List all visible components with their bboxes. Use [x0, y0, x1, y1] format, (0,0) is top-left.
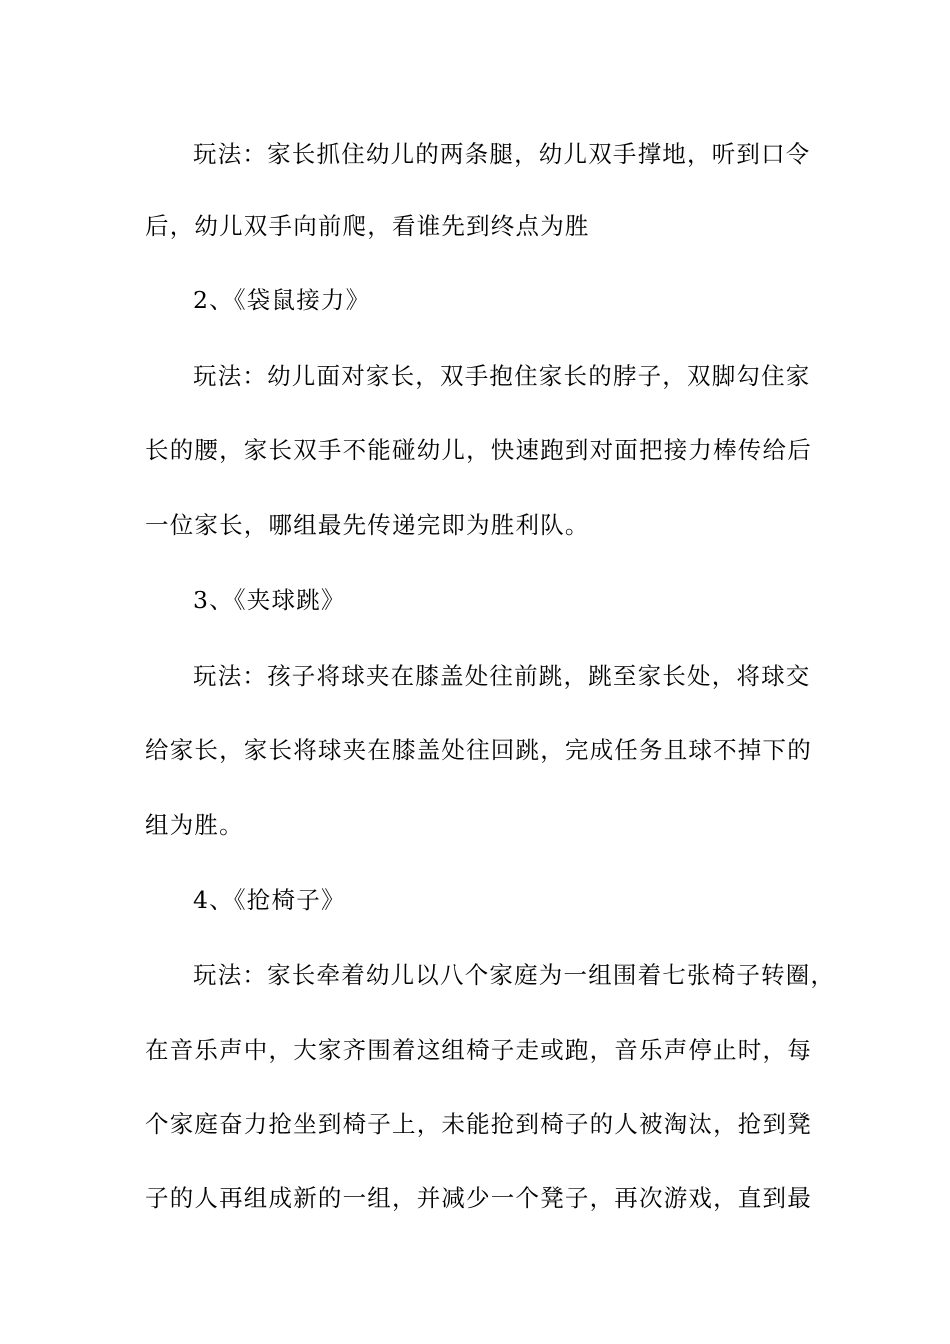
section-heading: 3、《夹球跳》	[193, 586, 346, 614]
paragraph-line: 个家庭奋力抢坐到椅子上，未能抢到椅子的人被淘汰，抢到凳	[145, 1110, 812, 1138]
paragraph-line: 玩法：孩子将球夹在膝盖处往前跳，跳至家长处，将球交	[193, 662, 811, 690]
paragraph-line: 一位家长，哪组最先传递完即为胜利队。	[145, 511, 590, 539]
paragraph-line: 长的腰，家长双手不能碰幼儿，快速跑到对面把接力棒传给后	[145, 436, 812, 464]
paragraph-line: 在音乐声中，大家齐围着这组椅子走或跑，音乐声停止时，每	[145, 1036, 812, 1064]
paragraph-line: 子的人再组成新的一组，并减少一个凳子，再次游戏，直到最	[145, 1184, 812, 1212]
paragraph-line: 组为胜。	[145, 811, 244, 839]
paragraph-line: 玩法：家长牵着幼儿以八个家庭为一组围着七张椅子转圈，	[193, 961, 836, 989]
paragraph-line: 玩法：幼儿面对家长，双手抱住家长的脖子，双脚勾住家	[193, 362, 811, 390]
section-heading: 4、《抢椅子》	[193, 886, 346, 914]
paragraph-line: 后，幼儿双手向前爬，看谁先到终点为胜	[145, 212, 590, 240]
paragraph-line: 玩法：家长抓住幼儿的两条腿，幼儿双手撑地，听到口令	[193, 140, 811, 168]
paragraph-line: 给家长，家长将球夹在膝盖处往回跳，完成任务且球不掉下的	[145, 736, 812, 764]
section-heading: 2、《袋鼠接力》	[193, 286, 371, 314]
